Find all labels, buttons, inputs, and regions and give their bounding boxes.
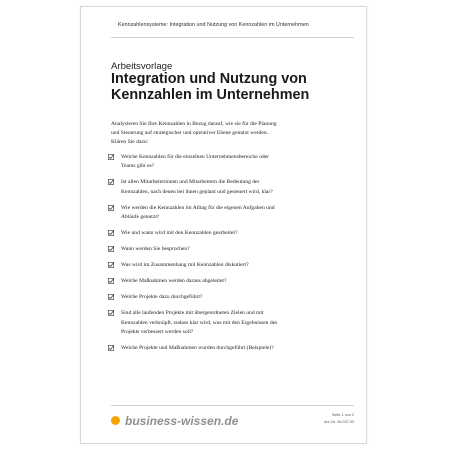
footer-divider xyxy=(111,405,354,406)
checkbox-checked-icon xyxy=(108,230,114,236)
checklist-item xyxy=(108,344,353,353)
checkbox-checked-icon xyxy=(108,179,114,185)
header-divider xyxy=(111,37,354,38)
checklist-item xyxy=(108,229,353,238)
checklist-item-text: Wie werden die Kennzahlen im Alltag für die eigenen Aufgaben und xyxy=(121,204,275,211)
checklist-item xyxy=(108,309,353,337)
document-title xyxy=(111,71,351,103)
checklist-item-text: Ist allen Mitarbeiterinnen und Mitarbeitern die Bedeutung der xyxy=(121,179,260,186)
article-number: Art.-Nr. 06.037.03 xyxy=(324,420,354,424)
checklist-item-text: Projekts verbessert werden soll? xyxy=(121,328,194,335)
checklist-item-text: Welche Projekte dazu durchgeführt? xyxy=(121,294,203,301)
checkbox-checked-icon xyxy=(108,205,114,211)
document-title-line-2: Kennzahlen im Unternehmen xyxy=(111,87,310,103)
intro-line-3: Klären Sie dazu: xyxy=(111,139,149,146)
checklist-item-text: Teams gibt es? xyxy=(121,163,155,170)
checklist-item xyxy=(108,204,353,222)
checkbox-checked-icon xyxy=(108,154,114,160)
checkbox-checked-icon xyxy=(108,262,114,268)
checklist-item-text: Was wird im Zusammenhang mit Kennzahlen diskutiert? xyxy=(121,262,249,269)
intro-line-1: Analysieren Sie Ihre Kennzahlen in Bezug darauf, wie sie für die Planung xyxy=(111,121,277,127)
logo-dot-icon xyxy=(111,416,120,425)
checkbox-checked-icon xyxy=(108,294,114,300)
checklist-item-text: Welche Projekte und Maßnahmen wurden durchgeführt (Beispiele)? xyxy=(121,344,274,351)
checklist-item-text: Wann werden Sie besprochen? xyxy=(121,245,190,252)
checklist-item xyxy=(108,245,353,254)
running-header: Kennzahlensysteme: Integration und Nutzung von Kennzahlen im Unternehmen xyxy=(118,22,309,28)
checklist-item-text: Welche Maßnahmen werden daraus abgeleitet? xyxy=(121,278,227,285)
checklist-item xyxy=(108,178,353,196)
checklist-item-text: Kennzahlen, nach denen bei ihnen geplant und gesteuert wird, klar? xyxy=(121,188,273,195)
checklist-item xyxy=(108,277,353,286)
document-subtitle: Arbeitsvorlage xyxy=(111,61,173,72)
brand-logo: business-wissen.de xyxy=(125,413,239,428)
checklist-item-text: Kennzahlen verknüpft, sodass klar wird, was mit den Ergebnissen des xyxy=(121,319,278,326)
checkbox-checked-icon xyxy=(108,310,114,316)
checklist-item xyxy=(108,261,353,270)
checklist-item xyxy=(108,153,353,171)
checkbox-checked-icon xyxy=(108,345,114,351)
checklist-item-text: Sind alle laufenden Projekte mit übergeordneten Zielen und mit xyxy=(121,310,264,317)
page-indicator: Seite 1 von 2 xyxy=(331,413,354,417)
checkbox-checked-icon xyxy=(108,246,114,252)
document-title-line-1: Integration und Nutzung von xyxy=(111,71,307,87)
checklist-item-text: Wie und wann wird mit den Kennzahlen gearbeitet? xyxy=(121,229,238,236)
intro-line-2: und Steuerung auf strategischer und operativer Ebene genutzt werden. xyxy=(111,130,269,137)
footer-meta xyxy=(296,412,354,426)
intro-paragraph xyxy=(111,120,346,148)
checklist xyxy=(108,153,353,360)
checklist-item xyxy=(108,293,353,302)
checklist-item-text: Abläufe genutzt? xyxy=(121,213,160,220)
checkbox-checked-icon xyxy=(108,278,114,284)
checklist-item-text: Welche Kennzahlen für die einzelnen Unternehmensbereiche oder xyxy=(121,154,270,160)
